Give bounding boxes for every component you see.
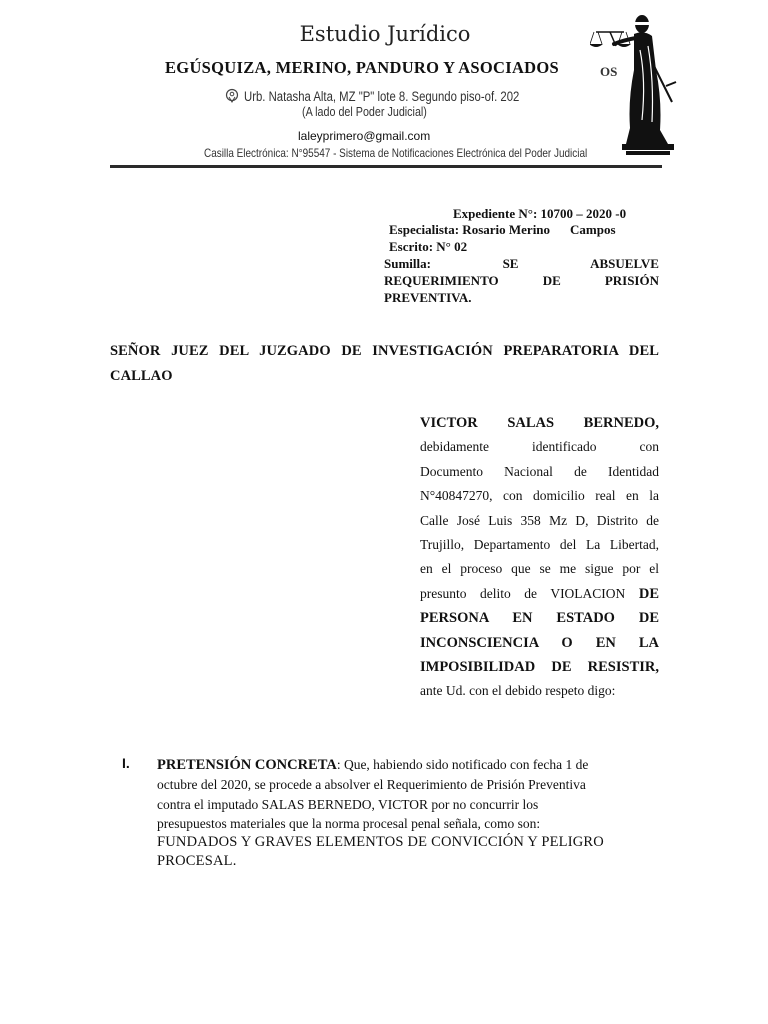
case-summary [384, 255, 659, 306]
case-specialist-name: Especialista: Rosario Merino [389, 222, 551, 237]
party-introduction [420, 411, 659, 704]
party-crime-line: presunto delito de VIOLACION DE [420, 585, 659, 602]
section-line: FUNDADOS Y GRAVES ELEMENTOS DE CONVICCIÓN Y PELIGRO [157, 834, 604, 851]
addressee-line: CALLAO [110, 368, 173, 384]
addressee [110, 339, 659, 389]
location-pin-icon [224, 88, 240, 104]
case-writ-number: Escrito: N° 02 [389, 239, 468, 254]
section-line: PROCESAL. [157, 853, 237, 870]
header-divider [110, 165, 662, 168]
addressee-line: SEÑOR JUEZ DEL JUZGADO DE INVESTIGACIÓN PREPARATORIA DEL [110, 343, 659, 359]
party-line: debidamente identificado con [420, 439, 659, 455]
section-heading: PRETENSIÓN CONCRETA [157, 757, 337, 773]
firm-casilla: Casilla Electrónica: N°95547 - Sistema de Notificaciones Electrónica del Poder Judicial [204, 146, 588, 160]
lady-justice-logo [590, 10, 680, 156]
section-line: presupuestos materiales que la norma procesal penal señala, como son: [157, 815, 541, 831]
section-line: contra el imputado SALAS BERNEDO, VICTOR por no concurrir los [157, 796, 539, 812]
firm-name: EGÚSQUIZA, MERINO, PANDURO Y ASOCIADOS [165, 58, 559, 77]
party-line: N°40847270, con domicilio real en la [420, 488, 659, 504]
firm-name-fragment: OS [600, 64, 618, 79]
section-line: octubre del 2020, se procede a absolver el Requerimiento de Prisión Preventiva [157, 777, 586, 793]
summary-label: Sumilla: [384, 256, 431, 271]
case-number: Expediente N°: 10700 – 2020 -0 [453, 206, 627, 221]
party-name: VICTOR SALAS BERNEDO [420, 415, 656, 431]
party-name-line: VICTOR SALAS BERNEDO, [420, 415, 659, 431]
party-line: en el proceso que se me sigue por el [420, 561, 659, 577]
firm-address: Urb. Natasha Alta, MZ "P" lote 8. Segundo piso-of. 202 [244, 89, 520, 104]
section-pretension [157, 755, 662, 872]
summary-word: PREVENTIVA. [384, 290, 472, 305]
section-line: PRETENSIÓN CONCRETA: Que, habiendo sido notificado con fecha 1 de [157, 757, 589, 773]
party-crime-line: INCONSCIENCIA O EN LA [420, 634, 659, 651]
party-closing: ante Ud. con el debido respeto digo: [420, 683, 616, 699]
case-specialist [389, 222, 616, 238]
summary-word: DE [542, 273, 561, 288]
case-specialist-surname: Campos [570, 222, 616, 237]
summary-word: SE [502, 256, 519, 271]
summary-word: PRISIÓN [604, 273, 659, 288]
firm-address-note: (A lado del Poder Judicial) [302, 105, 427, 119]
summary-word: REQUERIMIENTO [384, 273, 499, 288]
firm-title: Estudio Jurídico [299, 22, 471, 46]
section-number: I. [122, 755, 130, 771]
firm-email: laleyprimero@gmail.com [298, 129, 431, 143]
party-line: Documento Nacional de Identidad [420, 463, 659, 479]
party-crime-line: IMPOSIBILIDAD DE RESISTIR, [420, 659, 659, 676]
summary-word: ABSUELVE [590, 256, 659, 271]
party-line: Trujillo, Departamento del La Libertad, [420, 537, 659, 553]
party-crime-line: PERSONA EN ESTADO DE [420, 610, 659, 627]
party-line: Calle José Luis 358 Mz D, Distrito de [420, 512, 659, 528]
